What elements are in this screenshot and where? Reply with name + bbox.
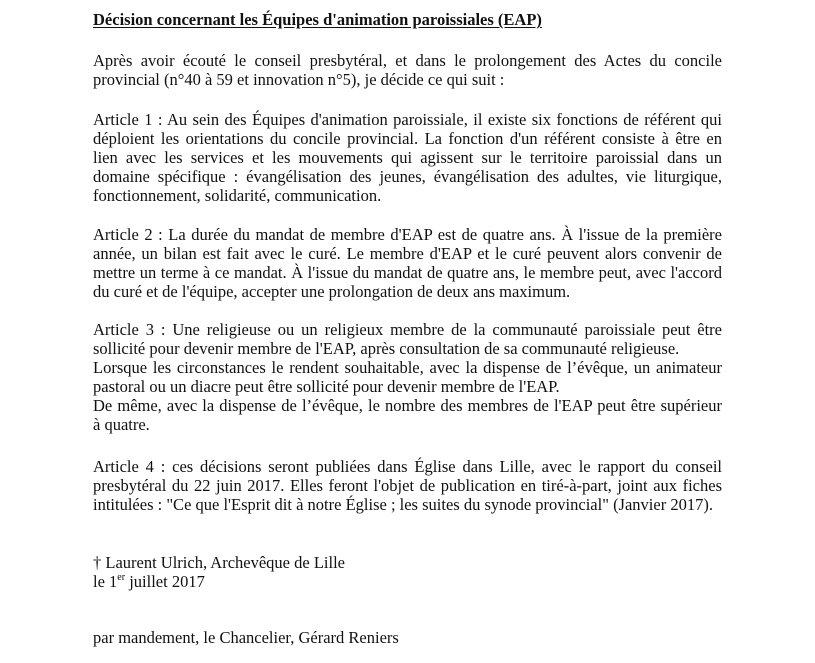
- document-title: Décision concernant les Équipes d'animation paroissiales (EAP): [93, 10, 542, 29]
- mandate-line: par mandement, le Chancelier, Gérard Reniers: [93, 628, 399, 647]
- signature-date: [93, 572, 205, 591]
- date-prefix: le 1: [93, 572, 118, 591]
- intro-paragraph: [93, 51, 722, 89]
- text-line: déploient les orientations du concile provincial. La fonction d'un référent consiste à être en: [93, 129, 722, 148]
- text-line: intitulées : "Ce que l'Esprit dit à notre Église ; les suites du synode provincial" (Janvier 2017).: [93, 495, 713, 514]
- article-1: [93, 110, 722, 205]
- text-line: Article 3 : Une religieuse ou un religieux membre de la communauté paroissiale peut être: [93, 320, 722, 339]
- text-line: provincial (n°40 à 59 et innovation n°5), je décide ce qui suit :: [93, 70, 505, 89]
- text-line: fonctionnement, solidarité, communication.: [93, 186, 382, 205]
- text-line: à quatre.: [93, 415, 150, 434]
- date-superscript: er: [117, 571, 126, 583]
- article-2: [93, 225, 722, 301]
- text-line: De même, avec la dispense de l’évêque, le nombre des membres de l'EAP peut être supérieur: [93, 396, 722, 415]
- date-suffix: juillet 2017: [125, 572, 205, 591]
- text-line: du curé et de l'équipe, accepter une prolongation de deux ans maximum.: [93, 282, 571, 301]
- text-line: Article 4 : ces décisions seront publiées dans Église dans Lille, avec le rapport du conseil: [93, 457, 722, 476]
- text-line: Article 1 : Au sein des Équipes d'animation paroissiale, il existe six fonctions de référent qui: [93, 110, 722, 129]
- text-line: Lorsque les circonstances le rendent souhaitable, avec la dispense de l’évêque, un animateur: [93, 358, 722, 377]
- text-line: Article 2 : La durée du mandat de membre d'EAP est de quatre ans. À l'issue de la première: [93, 225, 722, 244]
- text-line: année, un bilan est fait avec le curé. Le membre d'EAP et le curé peuvent alors convenir de: [93, 244, 722, 263]
- text-line: mettre un terme à ce mandat. À l'issue du mandat de quatre ans, le membre peut, avec l'accord: [93, 263, 722, 282]
- signature-name: † Laurent Ulrich, Archevêque de Lille: [93, 553, 345, 572]
- text-line: pastoral ou un diacre peut être sollicité pour devenir membre de l'EAP.: [93, 377, 560, 396]
- text-line: sollicité pour devenir membre de l'EAP, après consultation de sa communauté religieuse.: [93, 339, 680, 358]
- text-line: domaine spécifique : évangélisation des jeunes, évangélisation des adultes, vie liturgique,: [93, 167, 722, 186]
- article-4: [93, 457, 722, 514]
- text-line: lien avec les services et les mouvements qui agissent sur le territoire paroissial dans un: [93, 148, 722, 167]
- article-3: [93, 320, 722, 434]
- text-line: Après avoir écouté le conseil presbytéral, et dans le prolongement des Actes du concile: [93, 51, 722, 70]
- text-line: presbytéral du 22 juin 2017. Elles feront l'objet de publication en tiré-à-part, joint aux fiches: [93, 476, 722, 495]
